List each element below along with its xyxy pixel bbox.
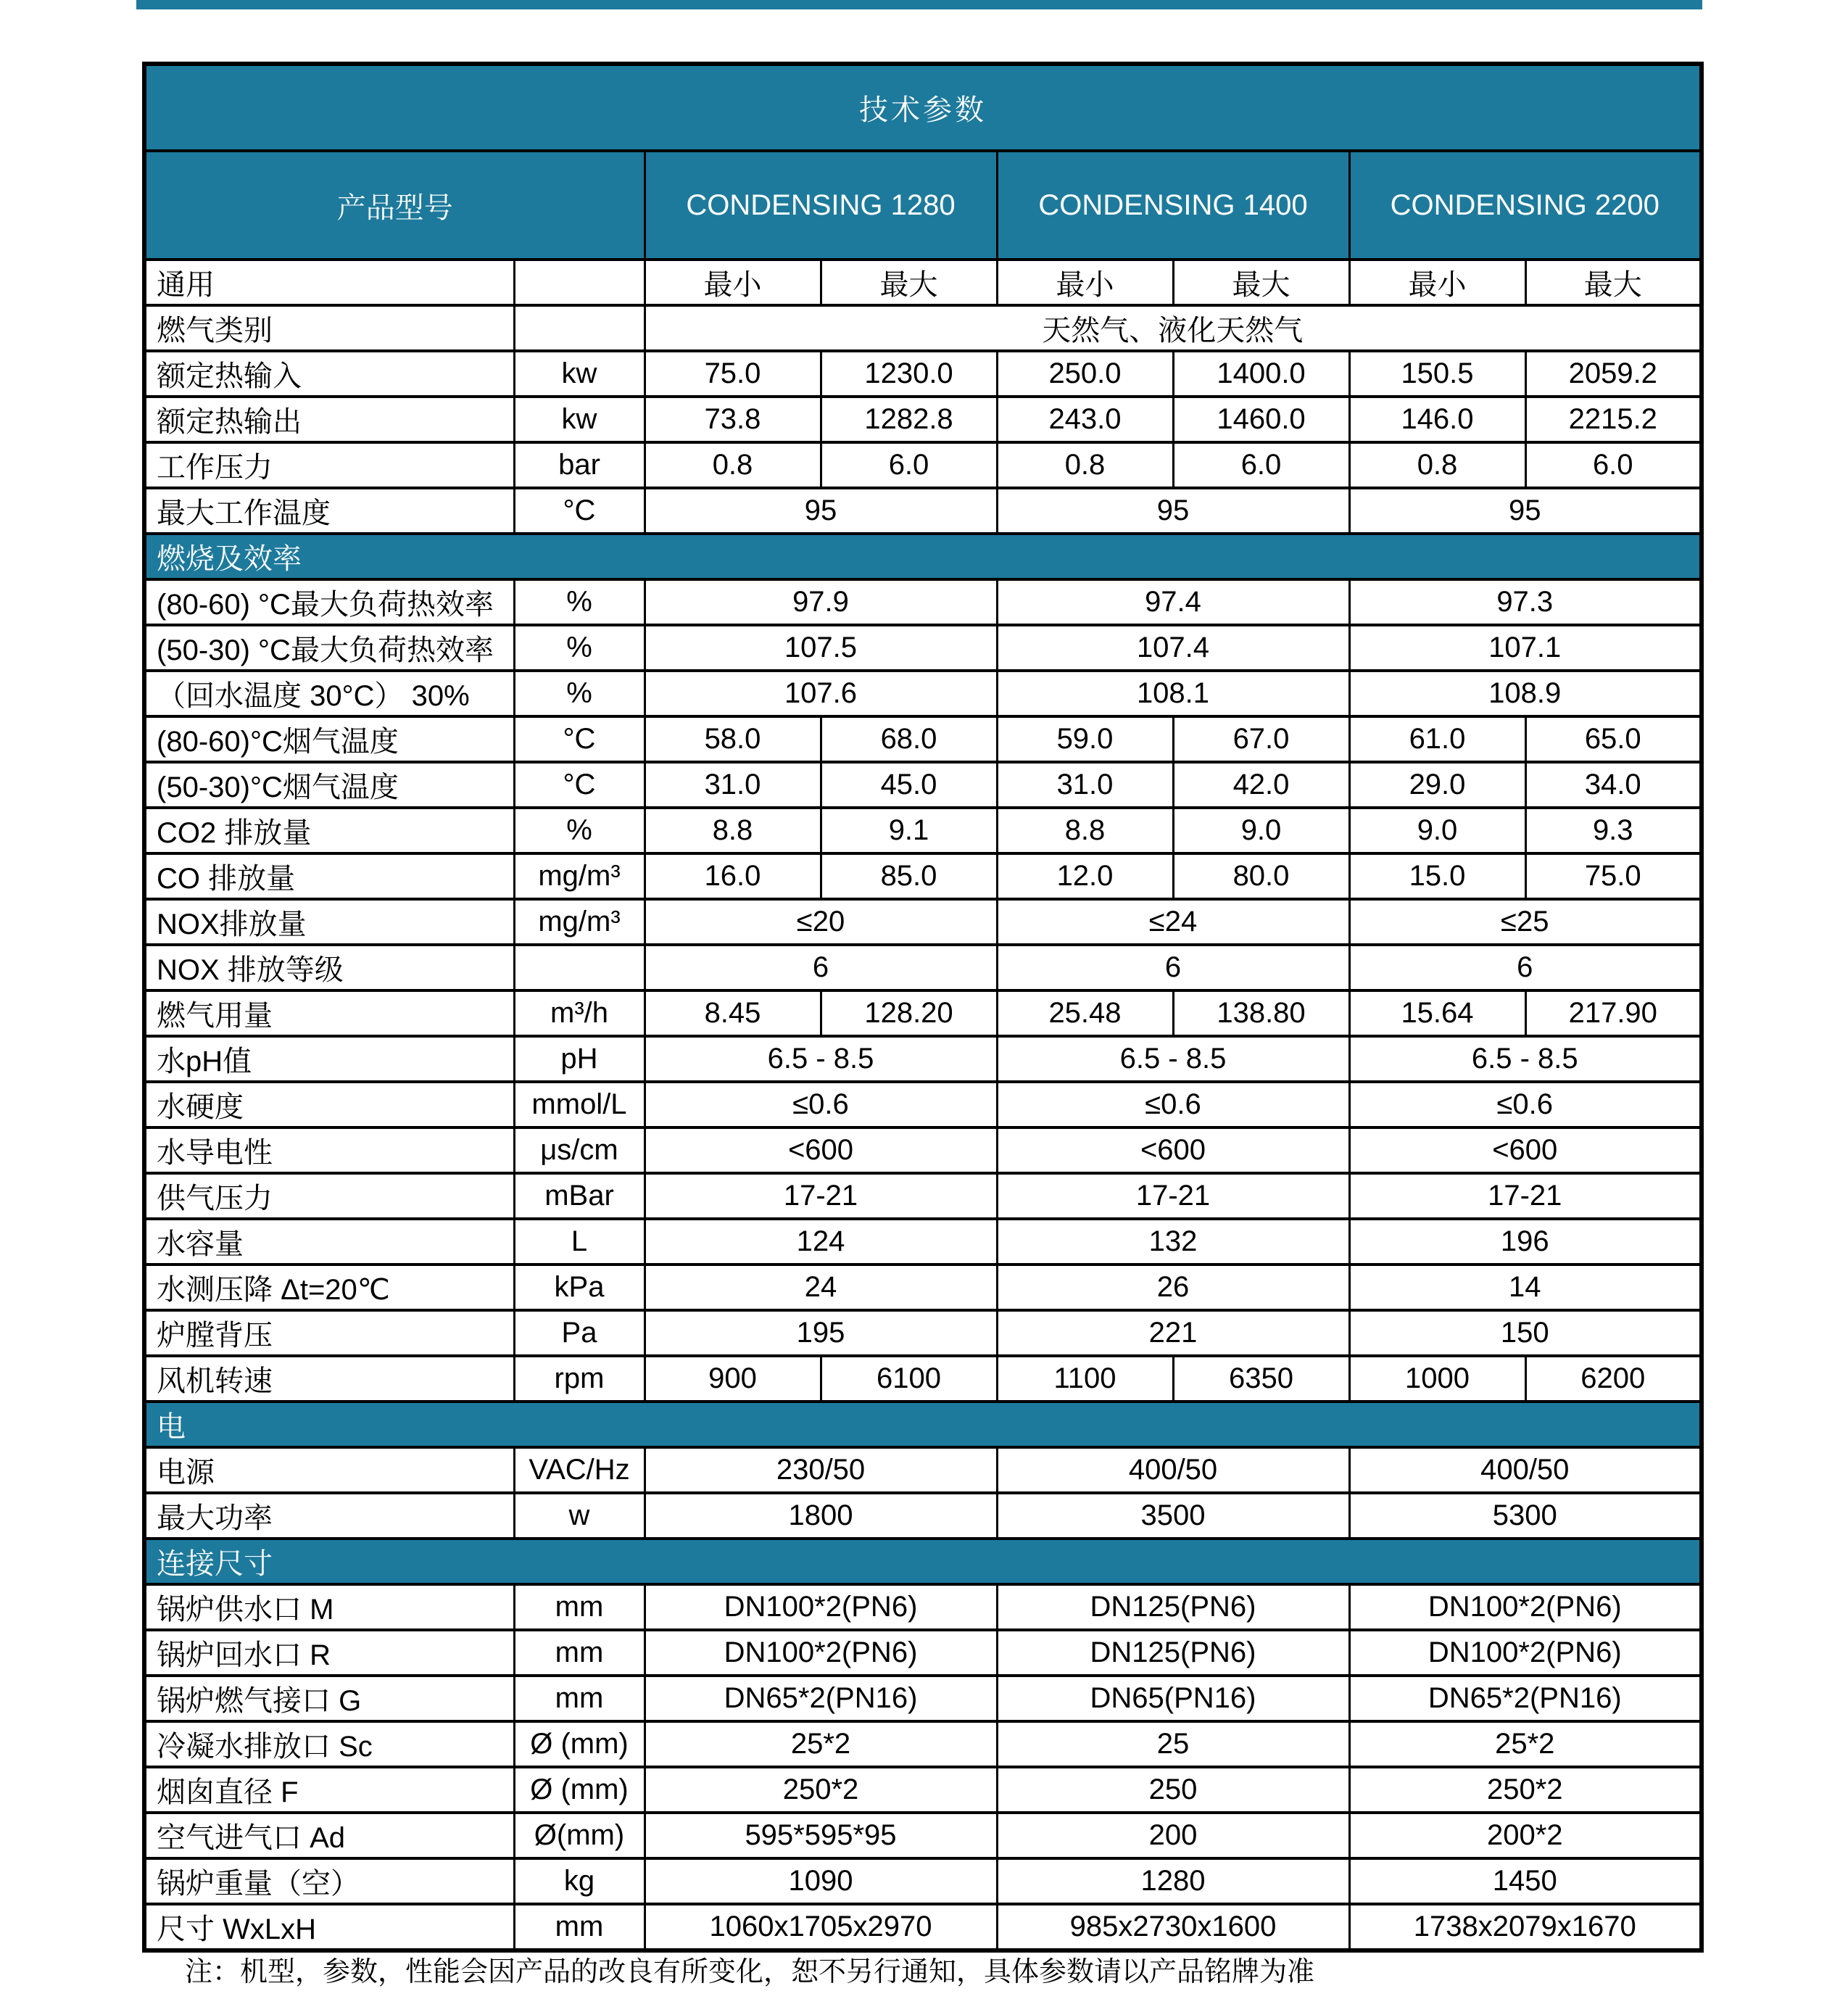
value-cell: 最小 — [1349, 260, 1525, 305]
row-label: 供气压力 — [144, 1173, 514, 1219]
value-cell: 6100 — [821, 1356, 997, 1402]
value-cell: 16.0 — [645, 853, 821, 899]
value-cell: 1738x2079x1670 — [1349, 1904, 1702, 1950]
value-cell: 9.3 — [1525, 808, 1702, 853]
row-unit: kw — [514, 351, 645, 397]
value-cell: ≤0.6 — [997, 1082, 1349, 1127]
row-label: NOX 排放等级 — [144, 945, 514, 990]
value-cell: 1460.0 — [1173, 397, 1349, 442]
value-cell: 595*595*95 — [645, 1813, 997, 1858]
value-cell: 31.0 — [645, 762, 821, 808]
value-cell: 14 — [1349, 1265, 1702, 1310]
value-cell: ≤0.6 — [645, 1082, 997, 1127]
value-cell: 61.0 — [1349, 716, 1525, 762]
value-cell: 25 — [997, 1721, 1349, 1767]
table-row — [144, 899, 1702, 945]
value-cell: 1400.0 — [1173, 351, 1349, 397]
table-row — [144, 260, 1702, 305]
value-cell: 最大 — [821, 260, 997, 305]
row-unit: mmol/L — [514, 1082, 645, 1127]
value-cell: DN100*2(PN6) — [645, 1584, 997, 1630]
footer-note: 注：机型，参数，性能会因产品的改良有所变化，恕不另行通知，具体参数请以产品铭牌为准 — [185, 1957, 1315, 1987]
value-cell: 6.5 - 8.5 — [1349, 1036, 1702, 1082]
value-cell: DN65(PN16) — [997, 1676, 1349, 1721]
value-cell: 200*2 — [1349, 1813, 1702, 1858]
row-label: 额定热输入 — [144, 351, 514, 397]
row-label: 冷凝水排放口 Sc — [144, 1721, 514, 1767]
value-cell: 最大 — [1173, 260, 1349, 305]
value-cell: 6.0 — [1173, 442, 1349, 488]
value-cell: DN100*2(PN6) — [645, 1630, 997, 1676]
table-row — [144, 1584, 1702, 1630]
value-cell: 9.1 — [821, 808, 997, 853]
table-row — [144, 1447, 1702, 1493]
row-unit: kPa — [514, 1265, 645, 1310]
table-row — [144, 1265, 1702, 1310]
row-label: 通用 — [144, 260, 514, 305]
section-header: 连接尺寸 — [144, 1539, 1702, 1584]
value-cell: 6.0 — [1525, 442, 1702, 488]
row-label: (80-60)°C烟气温度 — [144, 716, 514, 762]
row-unit: mBar — [514, 1173, 645, 1219]
value-cell: 85.0 — [821, 853, 997, 899]
value-cell: 6 — [997, 945, 1349, 990]
value-cell: 128.20 — [821, 990, 997, 1036]
value-cell: 6.5 - 8.5 — [997, 1036, 1349, 1082]
row-unit — [514, 305, 645, 351]
table-row — [144, 1767, 1702, 1813]
row-label: 锅炉供水口 M — [144, 1584, 514, 1630]
value-cell: 196 — [1349, 1219, 1702, 1265]
row-unit: Ø (mm) — [514, 1721, 645, 1767]
value-cell: 0.8 — [1349, 442, 1525, 488]
value-cell: 1280 — [997, 1858, 1349, 1904]
section-row — [144, 1539, 1702, 1584]
value-cell: 1100 — [997, 1356, 1173, 1402]
value-cell: 3500 — [997, 1493, 1349, 1539]
row-unit: mm — [514, 1676, 645, 1721]
row-unit: bar — [514, 442, 645, 488]
value-cell: 217.90 — [1525, 990, 1702, 1036]
table-row — [144, 488, 1702, 534]
value-cell: 26 — [997, 1265, 1349, 1310]
value-cell: DN65*2(PN16) — [645, 1676, 997, 1721]
value-cell: 15.0 — [1349, 853, 1525, 899]
table-row — [144, 1219, 1702, 1265]
row-label: 烟囱直径 F — [144, 1767, 514, 1813]
value-cell: 65.0 — [1525, 716, 1702, 762]
value-cell: 95 — [645, 488, 997, 534]
table-row — [144, 579, 1702, 625]
value-cell: 1000 — [1349, 1356, 1525, 1402]
value-cell: 146.0 — [1349, 397, 1525, 442]
row-label: 炉膛背压 — [144, 1310, 514, 1356]
value-cell: 最小 — [645, 260, 821, 305]
value-cell: 108.1 — [997, 671, 1349, 716]
value-cell: 0.8 — [645, 442, 821, 488]
row-unit: mm — [514, 1584, 645, 1630]
row-unit: mg/m³ — [514, 899, 645, 945]
model-header-row — [144, 151, 1702, 260]
row-label: 空气进气口 Ad — [144, 1813, 514, 1858]
row-label: 最大功率 — [144, 1493, 514, 1539]
value-cell: 68.0 — [821, 716, 997, 762]
row-unit: °C — [514, 762, 645, 808]
value-cell: 400/50 — [1349, 1447, 1702, 1493]
top-accent-bar — [136, 0, 1702, 9]
row-unit: Pa — [514, 1310, 645, 1356]
table-row — [144, 1310, 1702, 1356]
value-cell: 17-21 — [1349, 1173, 1702, 1219]
row-label: 水容量 — [144, 1219, 514, 1265]
value-cell: 80.0 — [1173, 853, 1349, 899]
row-unit: kw — [514, 397, 645, 442]
value-cell: DN65*2(PN16) — [1349, 1676, 1702, 1721]
value-cell: 25.48 — [997, 990, 1173, 1036]
table-row — [144, 1173, 1702, 1219]
table-row — [144, 442, 1702, 488]
table-row — [144, 1356, 1702, 1402]
value-cell: 6.0 — [821, 442, 997, 488]
value-cell: 6 — [645, 945, 997, 990]
value-cell: <600 — [997, 1127, 1349, 1173]
section-row — [144, 534, 1702, 579]
value-cell: ≤0.6 — [1349, 1082, 1702, 1127]
value-cell: DN125(PN6) — [997, 1630, 1349, 1676]
row-label: 工作压力 — [144, 442, 514, 488]
value-cell: 250.0 — [997, 351, 1173, 397]
value-cell: 97.4 — [997, 579, 1349, 625]
value-cell: 150.5 — [1349, 351, 1525, 397]
title-row — [144, 64, 1702, 151]
table-row — [144, 671, 1702, 716]
value-cell: 1230.0 — [821, 351, 997, 397]
row-unit: mg/m³ — [514, 853, 645, 899]
value-cell: 6.5 - 8.5 — [645, 1036, 997, 1082]
value-cell: 8.8 — [997, 808, 1173, 853]
value-cell: DN100*2(PN6) — [1349, 1630, 1702, 1676]
table-row — [144, 397, 1702, 442]
row-label: 锅炉燃气接口 G — [144, 1676, 514, 1721]
row-label: NOX排放量 — [144, 899, 514, 945]
row-label: 水导电性 — [144, 1127, 514, 1173]
table-row — [144, 1813, 1702, 1858]
value-cell: 107.4 — [997, 625, 1349, 671]
row-unit: L — [514, 1219, 645, 1265]
value-cell: 1282.8 — [821, 397, 997, 442]
value-cell: 138.80 — [1173, 990, 1349, 1036]
table-row — [144, 990, 1702, 1036]
row-label: CO2 排放量 — [144, 808, 514, 853]
row-label: 燃气用量 — [144, 990, 514, 1036]
row-label: （回水温度 30°C） 30% — [144, 671, 514, 716]
value-cell: 1450 — [1349, 1858, 1702, 1904]
value-cell: 59.0 — [997, 716, 1173, 762]
value-cell: ≤25 — [1349, 899, 1702, 945]
value-cell: 250*2 — [645, 1767, 997, 1813]
row-label: 最大工作温度 — [144, 488, 514, 534]
value-cell: 24 — [645, 1265, 997, 1310]
table-row — [144, 716, 1702, 762]
value-cell: 1090 — [645, 1858, 997, 1904]
value-cell: 124 — [645, 1219, 997, 1265]
row-label: 水硬度 — [144, 1082, 514, 1127]
row-unit: °C — [514, 488, 645, 534]
value-cell: <600 — [1349, 1127, 1702, 1173]
value-cell: 230/50 — [645, 1447, 997, 1493]
value-cell: 最大 — [1525, 260, 1702, 305]
row-label: 尺寸 WxLxH — [144, 1904, 514, 1950]
value-cell: 17-21 — [645, 1173, 997, 1219]
row-label: (50-30) °C最大负荷热效率 — [144, 625, 514, 671]
section-row — [144, 1402, 1702, 1447]
value-cell: 17-21 — [997, 1173, 1349, 1219]
section-header: 燃烧及效率 — [144, 534, 1702, 579]
row-unit: w — [514, 1493, 645, 1539]
row-unit: kg — [514, 1858, 645, 1904]
product-model-header: 产品型号 — [144, 151, 645, 260]
row-label: 电源 — [144, 1447, 514, 1493]
value-cell: 42.0 — [1173, 762, 1349, 808]
value-cell: 200 — [997, 1813, 1349, 1858]
table-row — [144, 1721, 1702, 1767]
value-cell: 250 — [997, 1767, 1349, 1813]
value-cell: 5300 — [1349, 1493, 1702, 1539]
row-label: CO 排放量 — [144, 853, 514, 899]
value-cell: 150 — [1349, 1310, 1702, 1356]
value-cell: 67.0 — [1173, 716, 1349, 762]
value-cell: 58.0 — [645, 716, 821, 762]
row-label: 水测压降 Δt=20℃ — [144, 1265, 514, 1310]
table-row — [144, 945, 1702, 990]
table-row — [144, 1858, 1702, 1904]
value-cell: 25*2 — [1349, 1721, 1702, 1767]
table-row — [144, 1904, 1702, 1950]
value-cell: 75.0 — [1525, 853, 1702, 899]
value-cell: 400/50 — [997, 1447, 1349, 1493]
row-label: 额定热输出 — [144, 397, 514, 442]
value-cell: 985x2730x1600 — [997, 1904, 1349, 1950]
value-cell: 最小 — [997, 260, 1173, 305]
row-label: 燃气类别 — [144, 305, 514, 351]
row-unit: rpm — [514, 1356, 645, 1402]
table-row — [144, 1676, 1702, 1721]
value-cell: 6 — [1349, 945, 1702, 990]
row-label: 锅炉重量（空） — [144, 1858, 514, 1904]
row-label: (80-60) °C最大负荷热效率 — [144, 579, 514, 625]
value-cell: 221 — [997, 1310, 1349, 1356]
value-cell: 107.1 — [1349, 625, 1702, 671]
table-row — [144, 1127, 1702, 1173]
row-unit: Ø (mm) — [514, 1767, 645, 1813]
value-cell: 107.5 — [645, 625, 997, 671]
row-unit: % — [514, 808, 645, 853]
value-cell: 31.0 — [997, 762, 1173, 808]
row-unit: % — [514, 671, 645, 716]
table-row — [144, 1630, 1702, 1676]
table-row — [144, 808, 1702, 853]
value-cell: ≤20 — [645, 899, 997, 945]
row-unit: % — [514, 579, 645, 625]
value-cell: 132 — [997, 1219, 1349, 1265]
value-cell: 12.0 — [997, 853, 1173, 899]
row-unit: μs/cm — [514, 1127, 645, 1173]
value-cell: 9.0 — [1349, 808, 1525, 853]
technical-parameters-table — [142, 62, 1704, 1953]
table-row — [144, 351, 1702, 397]
value-cell: 195 — [645, 1310, 997, 1356]
value-cell: 8.8 — [645, 808, 821, 853]
value-cell: 6200 — [1525, 1356, 1702, 1402]
value-cell: 天然气、液化天然气 — [645, 305, 1702, 351]
row-label: 锅炉回水口 R — [144, 1630, 514, 1676]
model-condensing-1280-header: CONDENSING 1280 — [645, 151, 997, 260]
value-cell: <600 — [645, 1127, 997, 1173]
value-cell: 97.9 — [645, 579, 997, 625]
section-header: 电 — [144, 1402, 1702, 1447]
row-unit — [514, 945, 645, 990]
table-row — [144, 1036, 1702, 1082]
value-cell: 45.0 — [821, 762, 997, 808]
table-row — [144, 625, 1702, 671]
value-cell: 0.8 — [997, 442, 1173, 488]
table-row — [144, 762, 1702, 808]
value-cell: 34.0 — [1525, 762, 1702, 808]
row-unit: m³/h — [514, 990, 645, 1036]
page-title: 技术参数 — [144, 64, 1702, 151]
value-cell: 1060x1705x2970 — [645, 1904, 997, 1950]
table-row — [144, 305, 1702, 351]
row-unit: pH — [514, 1036, 645, 1082]
value-cell: 900 — [645, 1356, 821, 1402]
row-unit: mm — [514, 1904, 645, 1950]
value-cell: 107.6 — [645, 671, 997, 716]
value-cell: 15.64 — [1349, 990, 1525, 1036]
model-condensing-1400-header: CONDENSING 1400 — [997, 151, 1349, 260]
value-cell: 1800 — [645, 1493, 997, 1539]
value-cell: DN100*2(PN6) — [1349, 1584, 1702, 1630]
row-label: (50-30)°C烟气温度 — [144, 762, 514, 808]
row-label: 水pH值 — [144, 1036, 514, 1082]
row-unit: % — [514, 625, 645, 671]
model-condensing-2200-header: CONDENSING 2200 — [1349, 151, 1702, 260]
value-cell: 243.0 — [997, 397, 1173, 442]
value-cell: 8.45 — [645, 990, 821, 1036]
value-cell: ≤24 — [997, 899, 1349, 945]
value-cell: 2059.2 — [1525, 351, 1702, 397]
row-unit: Ø(mm) — [514, 1813, 645, 1858]
row-unit — [514, 260, 645, 305]
value-cell: 29.0 — [1349, 762, 1525, 808]
value-cell: 95 — [997, 488, 1349, 534]
table-row — [144, 853, 1702, 899]
value-cell: 250*2 — [1349, 1767, 1702, 1813]
value-cell: 2215.2 — [1525, 397, 1702, 442]
row-unit: mm — [514, 1630, 645, 1676]
value-cell: 97.3 — [1349, 579, 1702, 625]
row-label: 风机转速 — [144, 1356, 514, 1402]
value-cell: 75.0 — [645, 351, 821, 397]
value-cell: 95 — [1349, 488, 1702, 534]
value-cell: 25*2 — [645, 1721, 997, 1767]
row-unit: VAC/Hz — [514, 1447, 645, 1493]
table-row — [144, 1493, 1702, 1539]
row-unit: °C — [514, 716, 645, 762]
value-cell: 73.8 — [645, 397, 821, 442]
value-cell: DN125(PN6) — [997, 1584, 1349, 1630]
table-row — [144, 1082, 1702, 1127]
value-cell: 6350 — [1173, 1356, 1349, 1402]
value-cell: 108.9 — [1349, 671, 1702, 716]
value-cell: 9.0 — [1173, 808, 1349, 853]
